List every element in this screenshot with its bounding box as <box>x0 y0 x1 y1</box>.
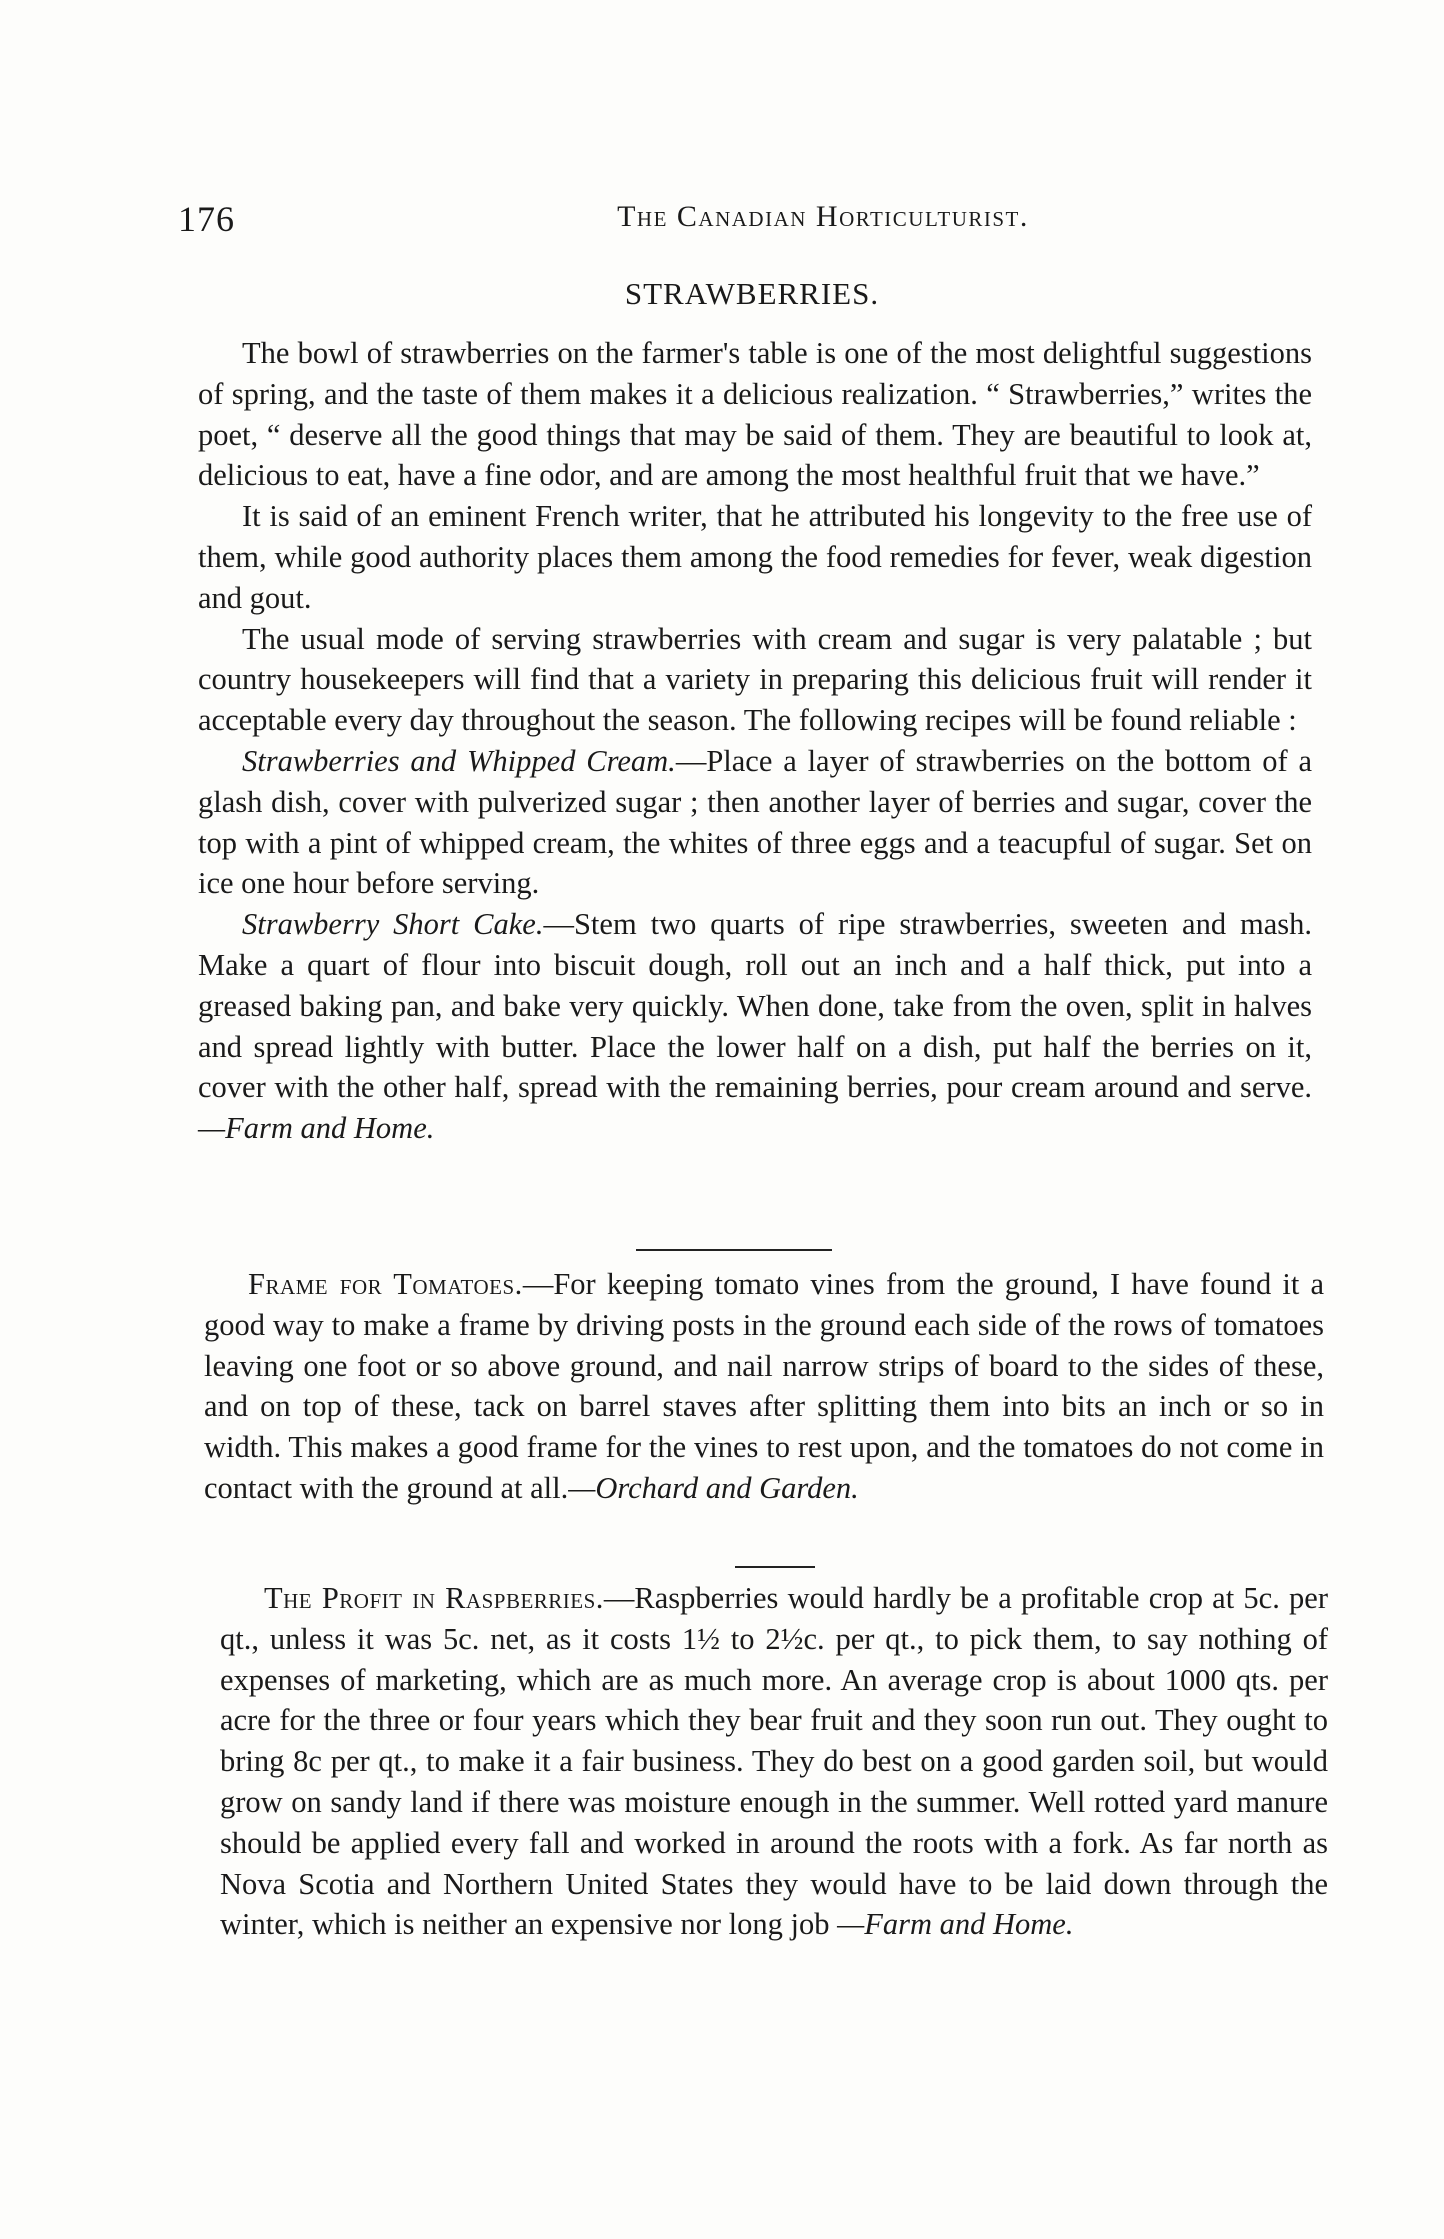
section-title: Frame for Tomatoes. <box>248 1267 523 1301</box>
recipe-short-cake <box>198 904 1312 1149</box>
section-divider <box>735 1566 815 1568</box>
article-title-strawberries: STRAWBERRIES. <box>624 276 880 311</box>
page-number: 176 <box>178 199 235 239</box>
article-strawberries <box>198 333 1312 1149</box>
recipe-title: Strawberries and Whipped Cream. <box>242 743 676 778</box>
paragraph <box>204 1264 1324 1509</box>
section-text: —Raspberries would hardly be a profitable crop at 5c. per qt., unless it was 5c. net, as it costs 1½ to 2½c. per qt., to pick them, to say nothing of expenses of marketing, which are as much more. An average crop is about 1000 qts. per acre for the three or four years which they bear fruit and they soon run out. They ought to bring 8c per qt., to make it a fair business. They do best on a good garden soil, but would grow on sandy land if there was moisture enough in the summer. Well rotted yard manure should be applied every fall and worked in around the roots with a fork. As far north as Nova Scotia and Northern United States they would have to be laid down through the winter, which is neither an expensive nor long job <box>220 1581 1328 1942</box>
source-citation: —Farm and Home. <box>198 1111 435 1146</box>
source-citation: —Farm and Home. <box>837 1907 1074 1942</box>
section-text: —For keeping tomato vines from the ground, I have found it a good way to make a frame by driving posts in the ground each side of the rows of tomatoes leaving one foot or so above ground, and nail narrow strips of board to the sides of these, and on top of these, tack on barrel staves after splitting them into bits an inch or so in width. This makes a good frame for the vines to rest upon, and the tomatoes do not come in contact with the ground at all. <box>204 1267 1324 1505</box>
paragraph: The usual mode of serving strawberries with cream and sugar is very palatable ; but country housekeepers will find that a variety in preparing this delicious fruit will render it acceptable every day throughout the season. The following recipes will be found reliable : <box>198 621 1312 738</box>
page-header <box>178 198 1338 244</box>
recipe-title: Strawberry Short Cake. <box>242 907 544 942</box>
article-profit-in-raspberries <box>220 1578 1328 1945</box>
article-frame-for-tomatoes <box>204 1264 1324 1509</box>
running-head: The Canadian Horticulturist. <box>617 200 1029 233</box>
paragraph: The bowl of strawberries on the farmer's table is one of the most delightful suggestions of spring, and the taste of them makes it a delicious realization. “ Strawberries,” writes the poet, “ deserve all the good things that may be said of them. They are beautiful to look at, delicious to eat, have a fine odor, and are among the most healthful fruit that we have.” <box>198 336 1312 493</box>
source-citation: —Orchard and Garden. <box>568 1470 859 1505</box>
section-title: The Profit in Raspberries. <box>264 1581 604 1615</box>
recipe-whipped-cream <box>198 741 1312 904</box>
section-divider <box>636 1249 832 1251</box>
paragraph: It is said of an eminent French writer, that he attributed his longevity to the free use of them, while good authority places them among the food remedies for fever, weak digestion and gout. <box>198 499 1312 615</box>
recipe-text: —Stem two quarts of ripe strawberries, sweeten and mash. Make a quart of flour into biscuit dough, roll out an inch and a half thick, put into a greased baking pan, and bake very quickly. When done, take from the oven, split in halves and spread lightly with butter. Place the lower half on a dish, put half the berries on it, cover with the other half, spread with the remaining berries, pour cream around and serve. <box>198 907 1312 1105</box>
paragraph <box>220 1578 1328 1945</box>
recipe-text: —Place a layer of strawberries on the bottom of a glash dish, cover with pulverized sugar ; then another layer of berries and sugar, cover the top with a pint of whipped cream, the whites of three eggs and a teacupful of sugar. Set on ice one hour before serving. <box>198 743 1313 901</box>
